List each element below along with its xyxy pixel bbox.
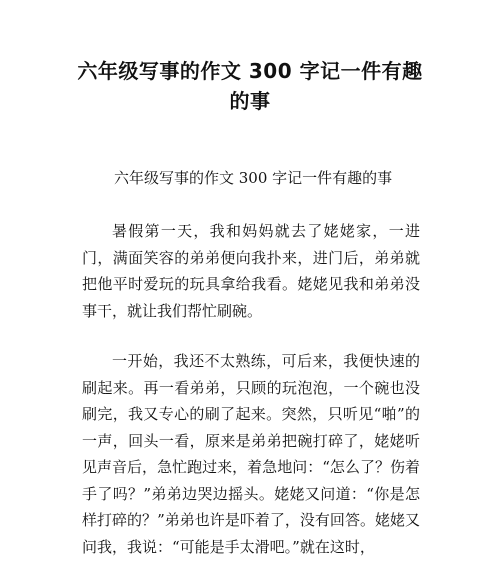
paragraph-1: 暑假第一天，我和妈妈就去了姥姥家，一进门，满面笑容的弟弟便向我扑来，进门后，弟弟就把他平时爱玩的玩具拿给我看。姥姥见我和弟弟没事干，就让我们帮忙刷碗。 — [82, 222, 420, 320]
document-subtitle: 六年级写事的作文 300 字记一件有趣的事 — [114, 169, 393, 187]
paragraph-2: 一开始，我还不太熟练，可后来，我便快速的刷起来。再一看弟弟，只顾的玩泡泡，一个碗也没刷完，我又专心的刷了起来。突然，只听见“啪”的一声，回头一看，原来是弟弟把碗打碎了，姥姥听见声音后，急忙跑过来，着急地问：“怎么了？伤着手了吗？”弟弟边哭边摇头。姥姥又问道：“你是怎样打碎的？”弟弟也许是吓着了，没有回答。姥姥又问我，我说：“可能是手太滑吧。”就在这时， — [82, 352, 420, 556]
document-title: 六年级写事的作文 300 字记一件有趣的事 — [77, 59, 423, 113]
